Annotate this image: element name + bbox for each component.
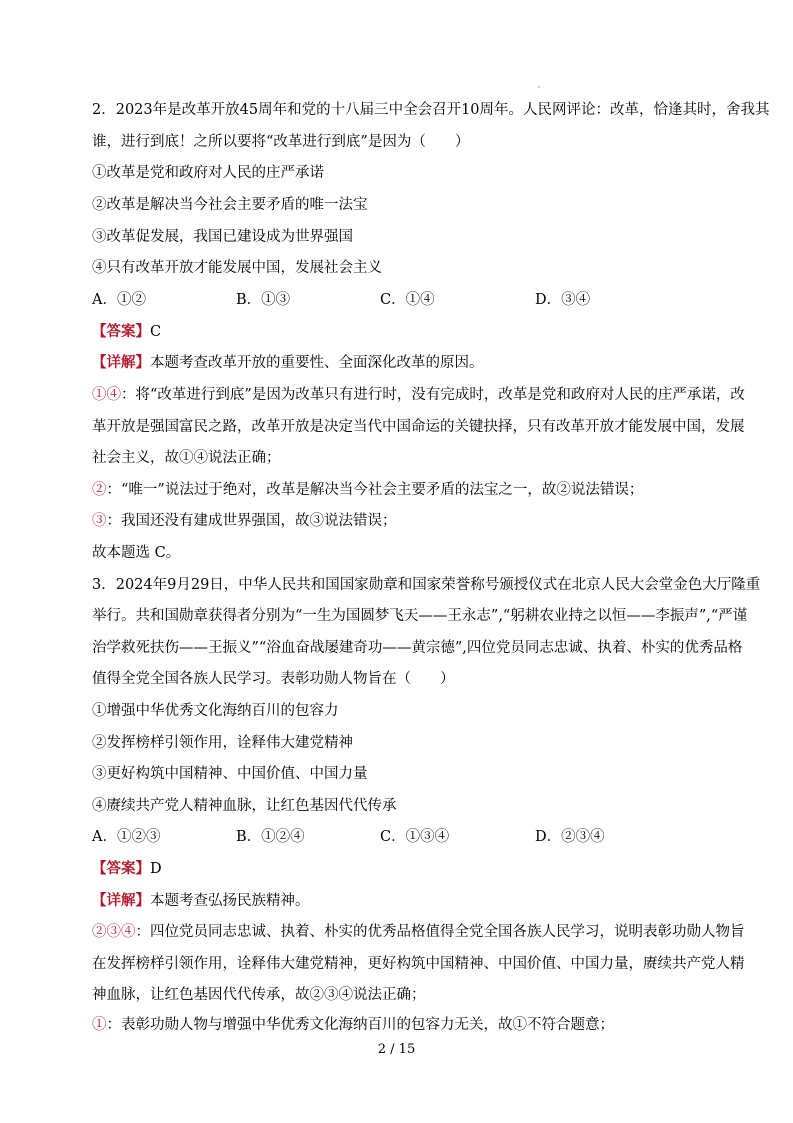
q3-stem-line-3: 治学救死扶伤——王振义”“浴血奋战屡建奇功——黄宗德”,四位党员同志忠诚、执着、朴实的优秀品格 [92,640,743,656]
q2-answer-label: 【答案】 [92,323,150,340]
q3-stem-line-2: 举行。共和国勋章获得者分别为“一生为国圆梦飞天——王永志”,“躬耕农业持之以恒——李振声”,“严谨 [92,608,748,624]
q2-exp3-text: ：我国还没有建成世界强国，故③说法错误； [106,513,397,529]
q2-item-1: ①改革是党和政府对人民的庄严承诺 [92,165,324,181]
q2-explanation-1-line-3: 社会主义，故①④说法正确； [92,450,281,466]
q2-item-3: ③改革促发展，我国已建设成为世界强国 [92,229,353,245]
q3-answer-value: D [150,861,162,877]
q2-exp1-text: ：将“改革进行到底”是因为改革只有进行时，没有完成时，改革是党和政府对人民的庄严承诺，改 [121,387,745,403]
page-number: 2 / 15 [377,1042,416,1057]
q2-option-c: C．①④ [380,292,435,308]
q3-exp1-marker: ②③④ [92,924,136,940]
q3-stem-line-4: 值得全党全国各族人民学习。表彰功勋人物旨在（ ） [92,671,455,687]
q2-exp2-text: ：“唯一”说法过于绝对，改革是解决当今社会主要矛盾的法宝之一，故②说法错误； [106,482,644,498]
q3-option-b: B．①②④ [236,829,305,845]
q2-answer-value: C [150,324,162,340]
q2-option-d: D．③④ [535,292,591,308]
q3-item-2: ②发挥榜样引领作用，诠释伟大建党精神 [92,735,353,751]
q3-answer-label: 【答案】 [92,860,150,877]
q2-explanation-1-line-2: 革开放是强国富民之路，改革开放是决定当代中国命运的关键抉择，只有改革开放才能发展中国，发展 [92,419,745,435]
q3-option-d: D．②③④ [535,829,605,845]
q3-explanation-1-line-1 [92,922,745,942]
q3-option-c: C．①③④ [380,829,450,845]
q2-detail [92,353,484,373]
q2-detail-text: 本题考查改革开放的重要性、全面深化改革的原因。 [150,355,484,371]
q2-stem-line-1: 2．2023年是改革开放45周年和党的十八届三中全会召开10周年。人民网评论：改革，恰逢其时，舍我其 [92,102,770,118]
q2-explanation-2 [92,480,643,500]
q3-detail-label: 【详解】 [92,892,150,909]
q2-conclusion: 故本题选 C。 [92,545,181,561]
q3-stem-line-1: 3．2024年9月29日，中华人民共和国国家勋章和国家荣誉称号颁授仪式在北京人民大会堂金色大厅隆重 [92,577,761,593]
q3-item-3: ③更好构筑中国精神、中国价值、中国力量 [92,766,368,782]
q3-detail [92,891,310,911]
q2-answer [92,322,161,342]
q2-exp2-marker: ② [92,482,107,498]
scan-dot [538,86,540,88]
q3-explanation-1-line-2: 在发挥榜样引领作用，诠释伟大建党精神，更好构筑中国精神、中国价值、中国力量，赓续共产党人精 [92,956,745,972]
q3-exp2-marker: ① [92,1017,107,1033]
q3-explanation-1-line-3: 神血脉，让红色基因代代传承，故②③④说法正确； [92,987,426,1003]
q3-exp2-text: ：表彰功勋人物与增强中华优秀文化海纳百川的包容力无关，故①不符合题意； [106,1017,614,1033]
q3-item-1: ①增强中华优秀文化海纳百川的包容力 [92,703,339,719]
q3-exp1-text: ：四位党员同志忠诚、执着、朴实的优秀品格值得全党全国各族人民学习，说明表彰功勋人物旨 [135,924,745,940]
q2-explanation-1-line-1 [92,385,745,405]
q3-option-a: A．①②③ [92,829,161,845]
q2-exp3-marker: ③ [92,513,107,529]
q2-item-2: ②改革是解决当今社会主要矛盾的唯一法宝 [92,197,368,213]
q2-explanation-3 [92,511,397,531]
q3-answer [92,859,162,879]
q2-option-b: B．①③ [236,292,291,308]
q2-item-4: ④只有改革开放才能发展中国，发展社会主义 [92,260,382,276]
q2-option-a: A．①② [92,292,146,308]
q3-detail-text: 本题考查弘扬民族精神。 [150,893,310,909]
q2-detail-label: 【详解】 [92,354,150,371]
q2-exp1-marker: ①④ [92,387,121,403]
q3-item-4: ④赓续共产党人精神血脉，让红色基因代代传承 [92,798,397,814]
q3-explanation-2 [92,1015,614,1035]
q2-stem-line-2: 谁，进行到底！之所以要将“改革进行到底”是因为（ ） [92,134,470,150]
